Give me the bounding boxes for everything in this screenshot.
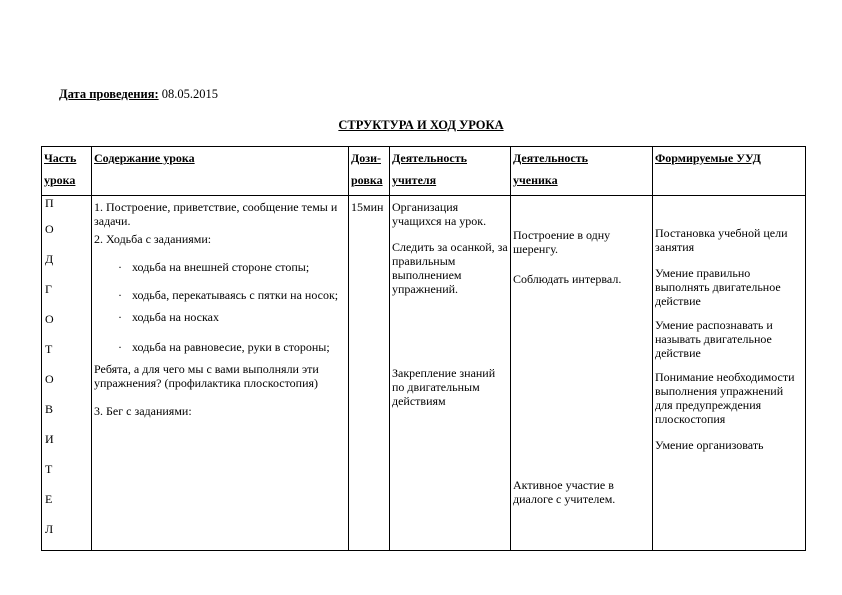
list-item: · ходьба на носках bbox=[118, 310, 219, 324]
content-item-2: 2. Ходьба с заданиями: bbox=[94, 232, 212, 246]
student-activity-2: Соблюдать интервал. bbox=[513, 272, 622, 286]
student-activity-3: Активное участие в диалоге с учителем. bbox=[513, 478, 616, 506]
student-activity-cell bbox=[511, 196, 653, 551]
dosage-cell bbox=[349, 196, 390, 551]
page-title: СТРУКТУРА И ХОД УРОКА bbox=[338, 118, 504, 132]
table-row bbox=[42, 196, 806, 551]
teacher-activity-cell bbox=[390, 196, 511, 551]
uud-3: Умение распознавать и называть двигательное действие bbox=[655, 318, 773, 360]
student-activity-1: Построение в одну шеренгу. bbox=[513, 228, 611, 256]
content-item-1: 1. Построение, приветствие, сообщение темы и задачи. bbox=[94, 200, 338, 228]
uud-2: Умение правильно выполнять двигательное действие bbox=[655, 266, 781, 308]
content-cell bbox=[92, 196, 349, 551]
date-value: 08.05.2015 bbox=[161, 87, 218, 101]
uud-cell bbox=[653, 196, 806, 551]
dosage-value: 15мин bbox=[351, 200, 384, 214]
lesson-date bbox=[59, 87, 218, 102]
header-content: Содержание урока bbox=[92, 147, 349, 196]
content-question: Ребята, а для чего мы с вами выполняли эти упражнения? (профилактика плоскостопия) bbox=[94, 362, 319, 390]
header-dosage: Дози- ровка bbox=[349, 147, 390, 196]
uud-4: Понимание необходимости выполнения упражнений для предупреждения плоскостопия bbox=[655, 370, 795, 426]
uud-5: Умение организовать bbox=[655, 438, 764, 452]
header-uud: Формируемые УУД bbox=[653, 147, 806, 196]
header-lesson-part: Часть урока bbox=[42, 147, 92, 196]
teacher-activity-3: Закрепление знаний по двигательным действиям bbox=[392, 366, 496, 408]
list-item: · ходьба на внешней стороне стопы; bbox=[118, 260, 310, 274]
lesson-structure-table bbox=[41, 146, 806, 551]
uud-1: Постановка учебной цели занятия bbox=[655, 226, 788, 254]
header-student-activity: Деятельность ученика bbox=[511, 147, 653, 196]
teacher-activity-1: Организация учащихся на урок. bbox=[392, 200, 487, 228]
lesson-part-cell: П О Д Г О Т О В И Т Е Л bbox=[42, 196, 92, 551]
date-label: Дата проведения: bbox=[59, 87, 159, 101]
list-item: · ходьба, перекатываясь с пятки на носок; bbox=[118, 288, 339, 302]
header-teacher-activity: Деятельность учителя bbox=[390, 147, 511, 196]
teacher-activity-2: Следить за осанкой, за правильным выполнением упражнений. bbox=[392, 240, 508, 296]
table-header-row bbox=[42, 147, 806, 196]
content-item-3: 3. Бег с заданиями: bbox=[94, 404, 192, 418]
list-item: · ходьба на равновесие, руки в стороны; bbox=[118, 340, 330, 354]
